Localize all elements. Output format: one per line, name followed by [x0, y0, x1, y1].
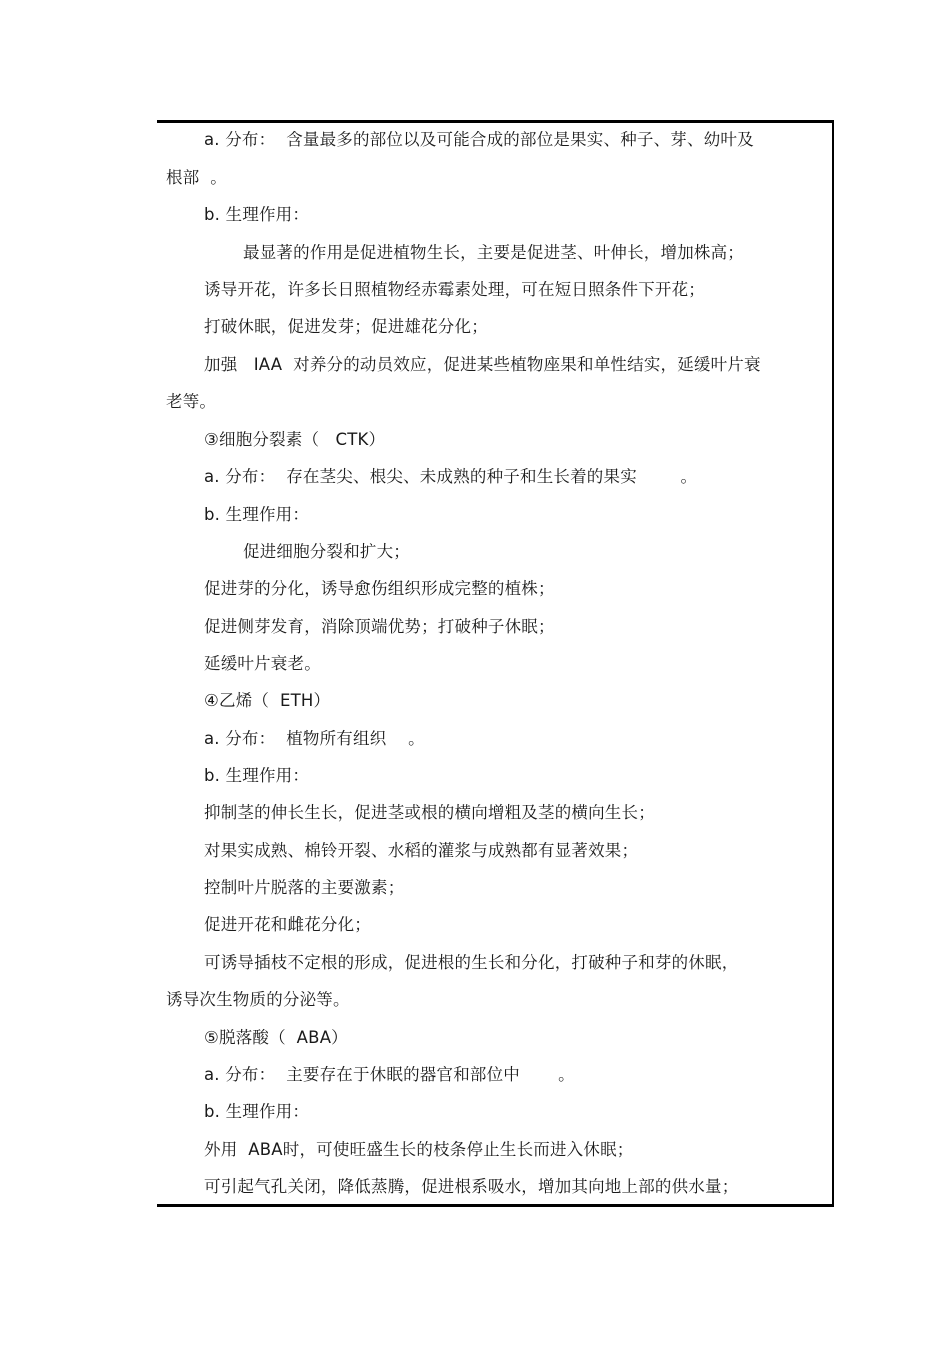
- text-line: a. 分布： 含量最多的部位以及可能合成的部位是果实、种子、芽、幼叶及: [204, 130, 754, 149]
- text-line: a. 分布： 主要存在于休眠的器官和部位中 。: [204, 1065, 575, 1084]
- text-line: b. 生理作用：: [204, 766, 310, 785]
- section-heading-aba: ⑤脱落酸（ ABA）: [204, 1028, 348, 1047]
- text-line: 可引起气孔关闭，降低蒸腾，促进根系吸水，增加其向地上部的供水量；: [204, 1177, 739, 1196]
- text-line: 老等。: [166, 392, 217, 411]
- text-line: 促进开花和雌花分化；: [204, 915, 371, 934]
- text-line: 对果实成熟、棉铃开裂、水稻的灌浆与成熟都有显著效果；: [204, 841, 639, 860]
- text-line: 促进细胞分裂和扩大；: [243, 542, 410, 561]
- text-line: 可诱导插枝不定根的形成，促进根的生长和分化，打破种子和芽的休眠，: [204, 953, 739, 972]
- text-line: b. 生理作用：: [204, 205, 310, 224]
- text-line: 控制叶片脱落的主要激素；: [204, 878, 405, 897]
- text-line: 最显著的作用是促进植物生长，主要是促进茎、叶伸长，增加株高；: [243, 243, 744, 262]
- table-bottom-border: [157, 1204, 834, 1207]
- table-top-border: [157, 120, 834, 123]
- text-line: 促进侧芽发育，消除顶端优势；打破种子休眠；: [204, 617, 555, 636]
- text-line: 促进芽的分化，诱导愈伤组织形成完整的植株；: [204, 579, 555, 598]
- text-line: 延缓叶片衰老。: [204, 654, 321, 673]
- text-line: 诱导开花，许多长日照植物经赤霉素处理，可在短日照条件下开花；: [204, 280, 705, 299]
- text-line: 诱导次生物质的分泌等。: [166, 990, 350, 1009]
- text-line: 打破休眠，促进发芽；促进雄花分化；: [204, 317, 488, 336]
- table-right-border: [832, 120, 834, 1207]
- section-heading-ctk: ③细胞分裂素（ CTK）: [204, 430, 386, 449]
- text-line: 抑制茎的伸长生长，促进茎或根的横向增粗及茎的横向生长；: [204, 803, 655, 822]
- text-line: b. 生理作用：: [204, 1102, 310, 1121]
- text-line: 根部 。: [166, 168, 227, 187]
- text-line: a. 分布： 植物所有组织 。: [204, 729, 425, 748]
- text-line: 外用 ABA时，可使旺盛生长的枝条停止生长而进入休眠；: [204, 1140, 634, 1159]
- text-line: b. 生理作用：: [204, 505, 310, 524]
- text-line: a. 分布： 存在茎尖、根尖、未成熟的种子和生长着的果实 。: [204, 467, 698, 486]
- text-line: 加强 IAA 对养分的动员效应，促进某些植物座果和单性结实，延缓叶片衰: [204, 355, 761, 374]
- section-heading-eth: ④乙烯（ ETH）: [204, 691, 331, 710]
